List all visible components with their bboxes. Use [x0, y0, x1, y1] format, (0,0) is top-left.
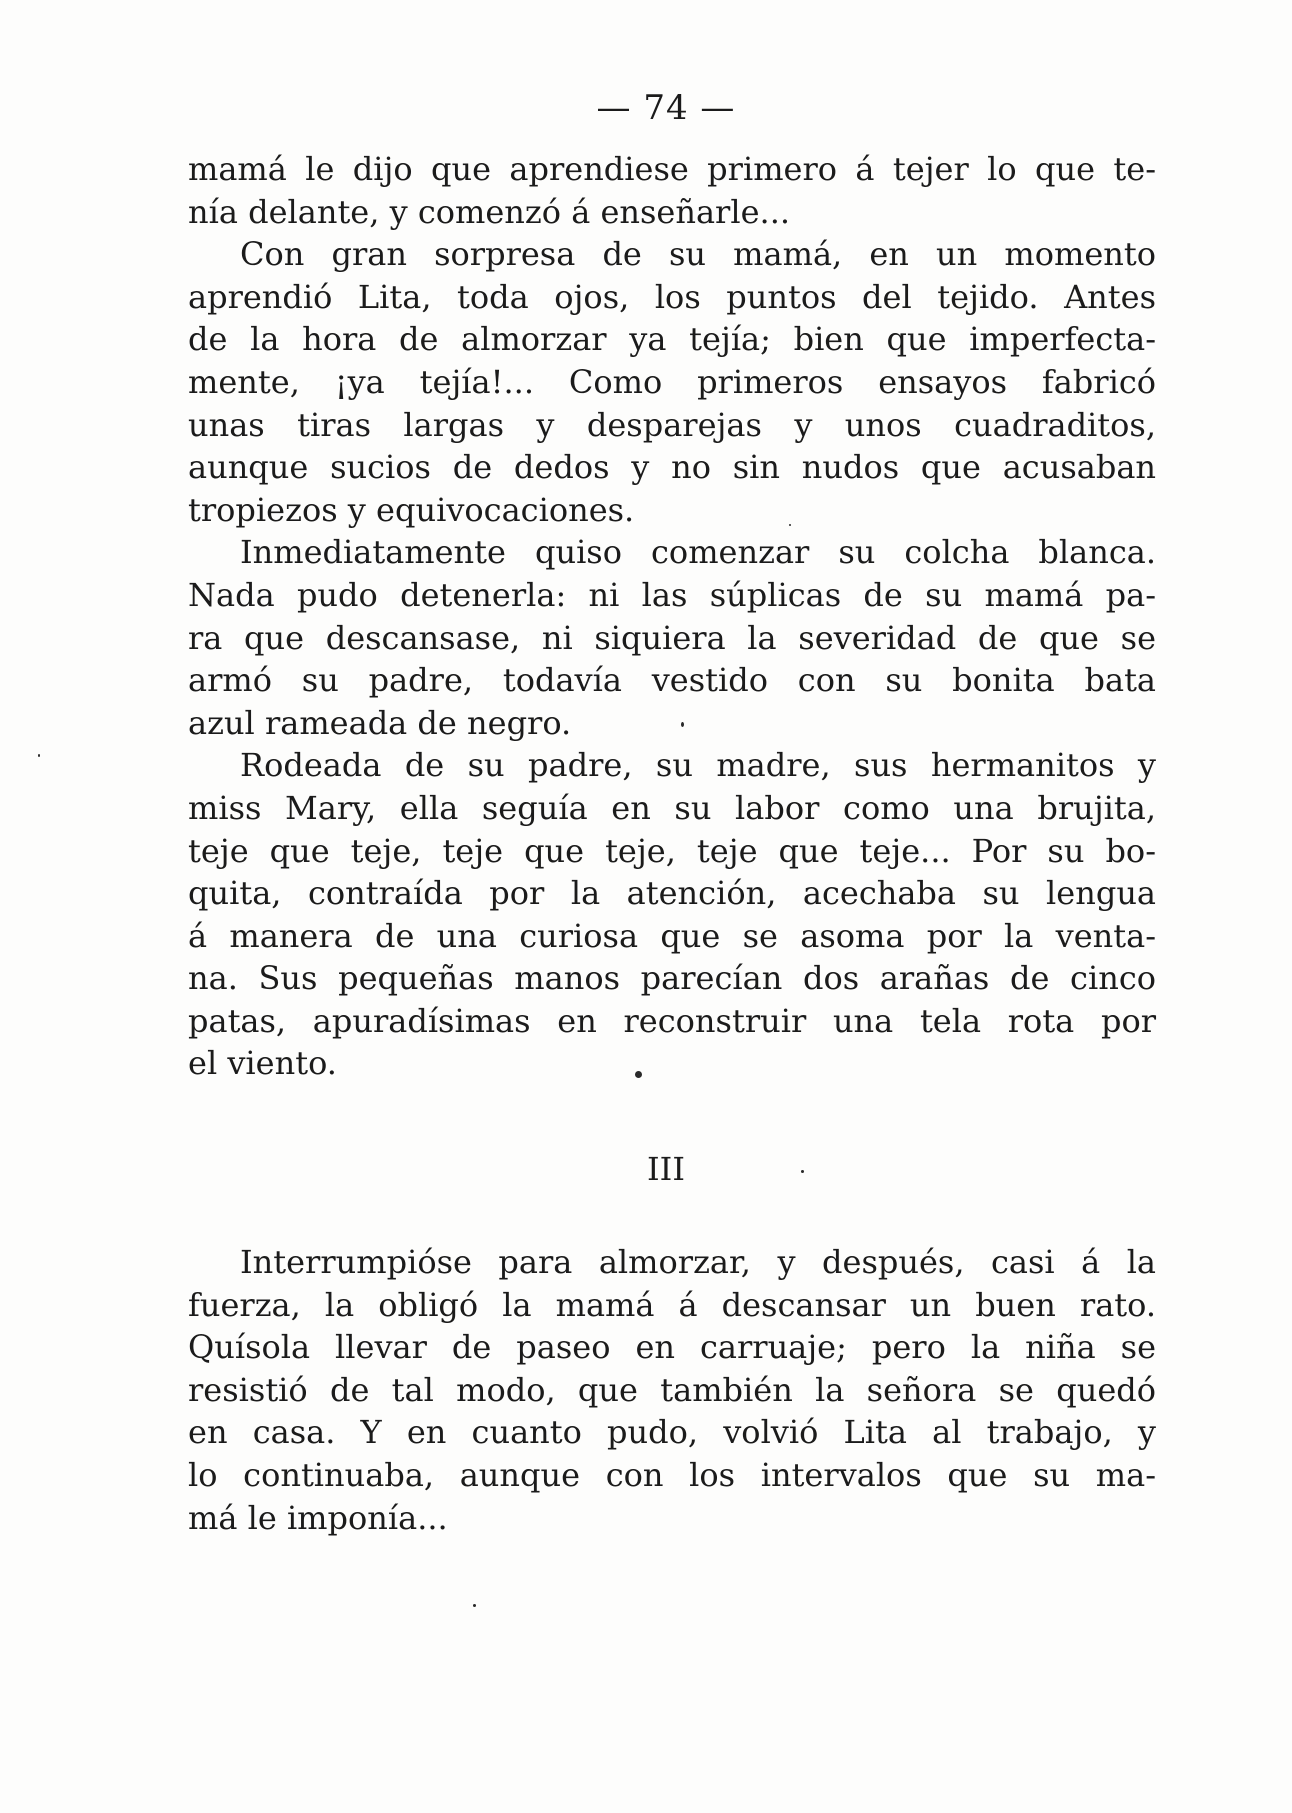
text-block-2 — [188, 1241, 1156, 1539]
section-heading: III — [647, 1150, 685, 1188]
text-line: unas tiras largas y desparejas y unos cuadraditos, — [188, 405, 1156, 444]
text-line: quita, contraída por la atención, acechaba su lengua — [188, 874, 1156, 913]
text-line: Interrumpióse para almorzar, y después, casi á la — [240, 1243, 1156, 1281]
text-line: mente, ¡ya tejía!... Como primeros ensayos fabricó — [188, 362, 1156, 401]
text-line: ra que descansase, ni siquiera la severidad de que se — [188, 618, 1156, 657]
text-line: de la hora de almorzar ya tejía; bien que imperfecta- — [188, 320, 1156, 359]
ink-speck — [473, 1604, 476, 1607]
text-line: á manera de una curiosa que se asoma por la venta- — [188, 916, 1156, 955]
text-line: en casa. Y en cuanto pudo, volvió Lita al trabajo, y — [188, 1413, 1156, 1452]
text-line: má le imponía... — [188, 1498, 448, 1537]
text-line: aprendió Lita, toda ojos, los puntos del tejido. Antes — [188, 277, 1156, 316]
text-line: aunque sucios de dedos y no sin nudos que acusaban — [188, 448, 1156, 487]
text-line: miss Mary, ella seguía en su labor como una brujita, — [188, 788, 1156, 827]
text-line: azul rameada de negro. — [188, 703, 572, 742]
page-number: — 74 — — [596, 88, 736, 128]
text-line: fuerza, la obligó la mamá á descansar un buen rato. — [188, 1285, 1156, 1324]
text-line: teje que teje, teje que teje, teje que teje... Por su bo- — [188, 831, 1156, 870]
text-line: Quísola llevar de paseo en carruaje; pero la niña se — [188, 1328, 1156, 1367]
text-line: nía delante, y comenzó á enseñarle... — [188, 192, 791, 231]
text-line: patas, apuradísimas en reconstruir una tela rota por — [188, 1001, 1156, 1040]
text-line: Inmediatamente quiso comenzar su colcha blanca. — [240, 533, 1156, 572]
text-line: Con gran sorpresa de su mamá, en un momento — [240, 235, 1156, 274]
text-line: resistió de tal modo, que también la señora se quedó — [188, 1370, 1156, 1409]
text-line: mamá le dijo que aprendiese primero á tejer lo que te- — [188, 150, 1156, 188]
text-line: Rodeada de su padre, su madre, sus hermanitos y — [240, 746, 1156, 785]
ink-speck — [801, 1170, 804, 1173]
text-line: Nada pudo detenerla: ni las súplicas de su mamá pa- — [188, 575, 1156, 614]
text-line: el viento. — [188, 1044, 337, 1083]
text-line: tropiezos y equivocaciones. — [188, 490, 635, 529]
text-line: lo continuaba, aunque con los intervalos que su ma- — [188, 1455, 1156, 1494]
ink-speck — [681, 722, 684, 727]
ink-speck — [38, 754, 40, 757]
ink-speck — [635, 1071, 642, 1078]
text-line: na. Sus pequeñas manos parecían dos arañas de cinco — [188, 959, 1156, 998]
ink-speck — [789, 524, 791, 526]
text-line: armó su padre, todavía vestido con su bonita bata — [188, 661, 1156, 700]
text-block-1 — [188, 148, 1156, 1085]
